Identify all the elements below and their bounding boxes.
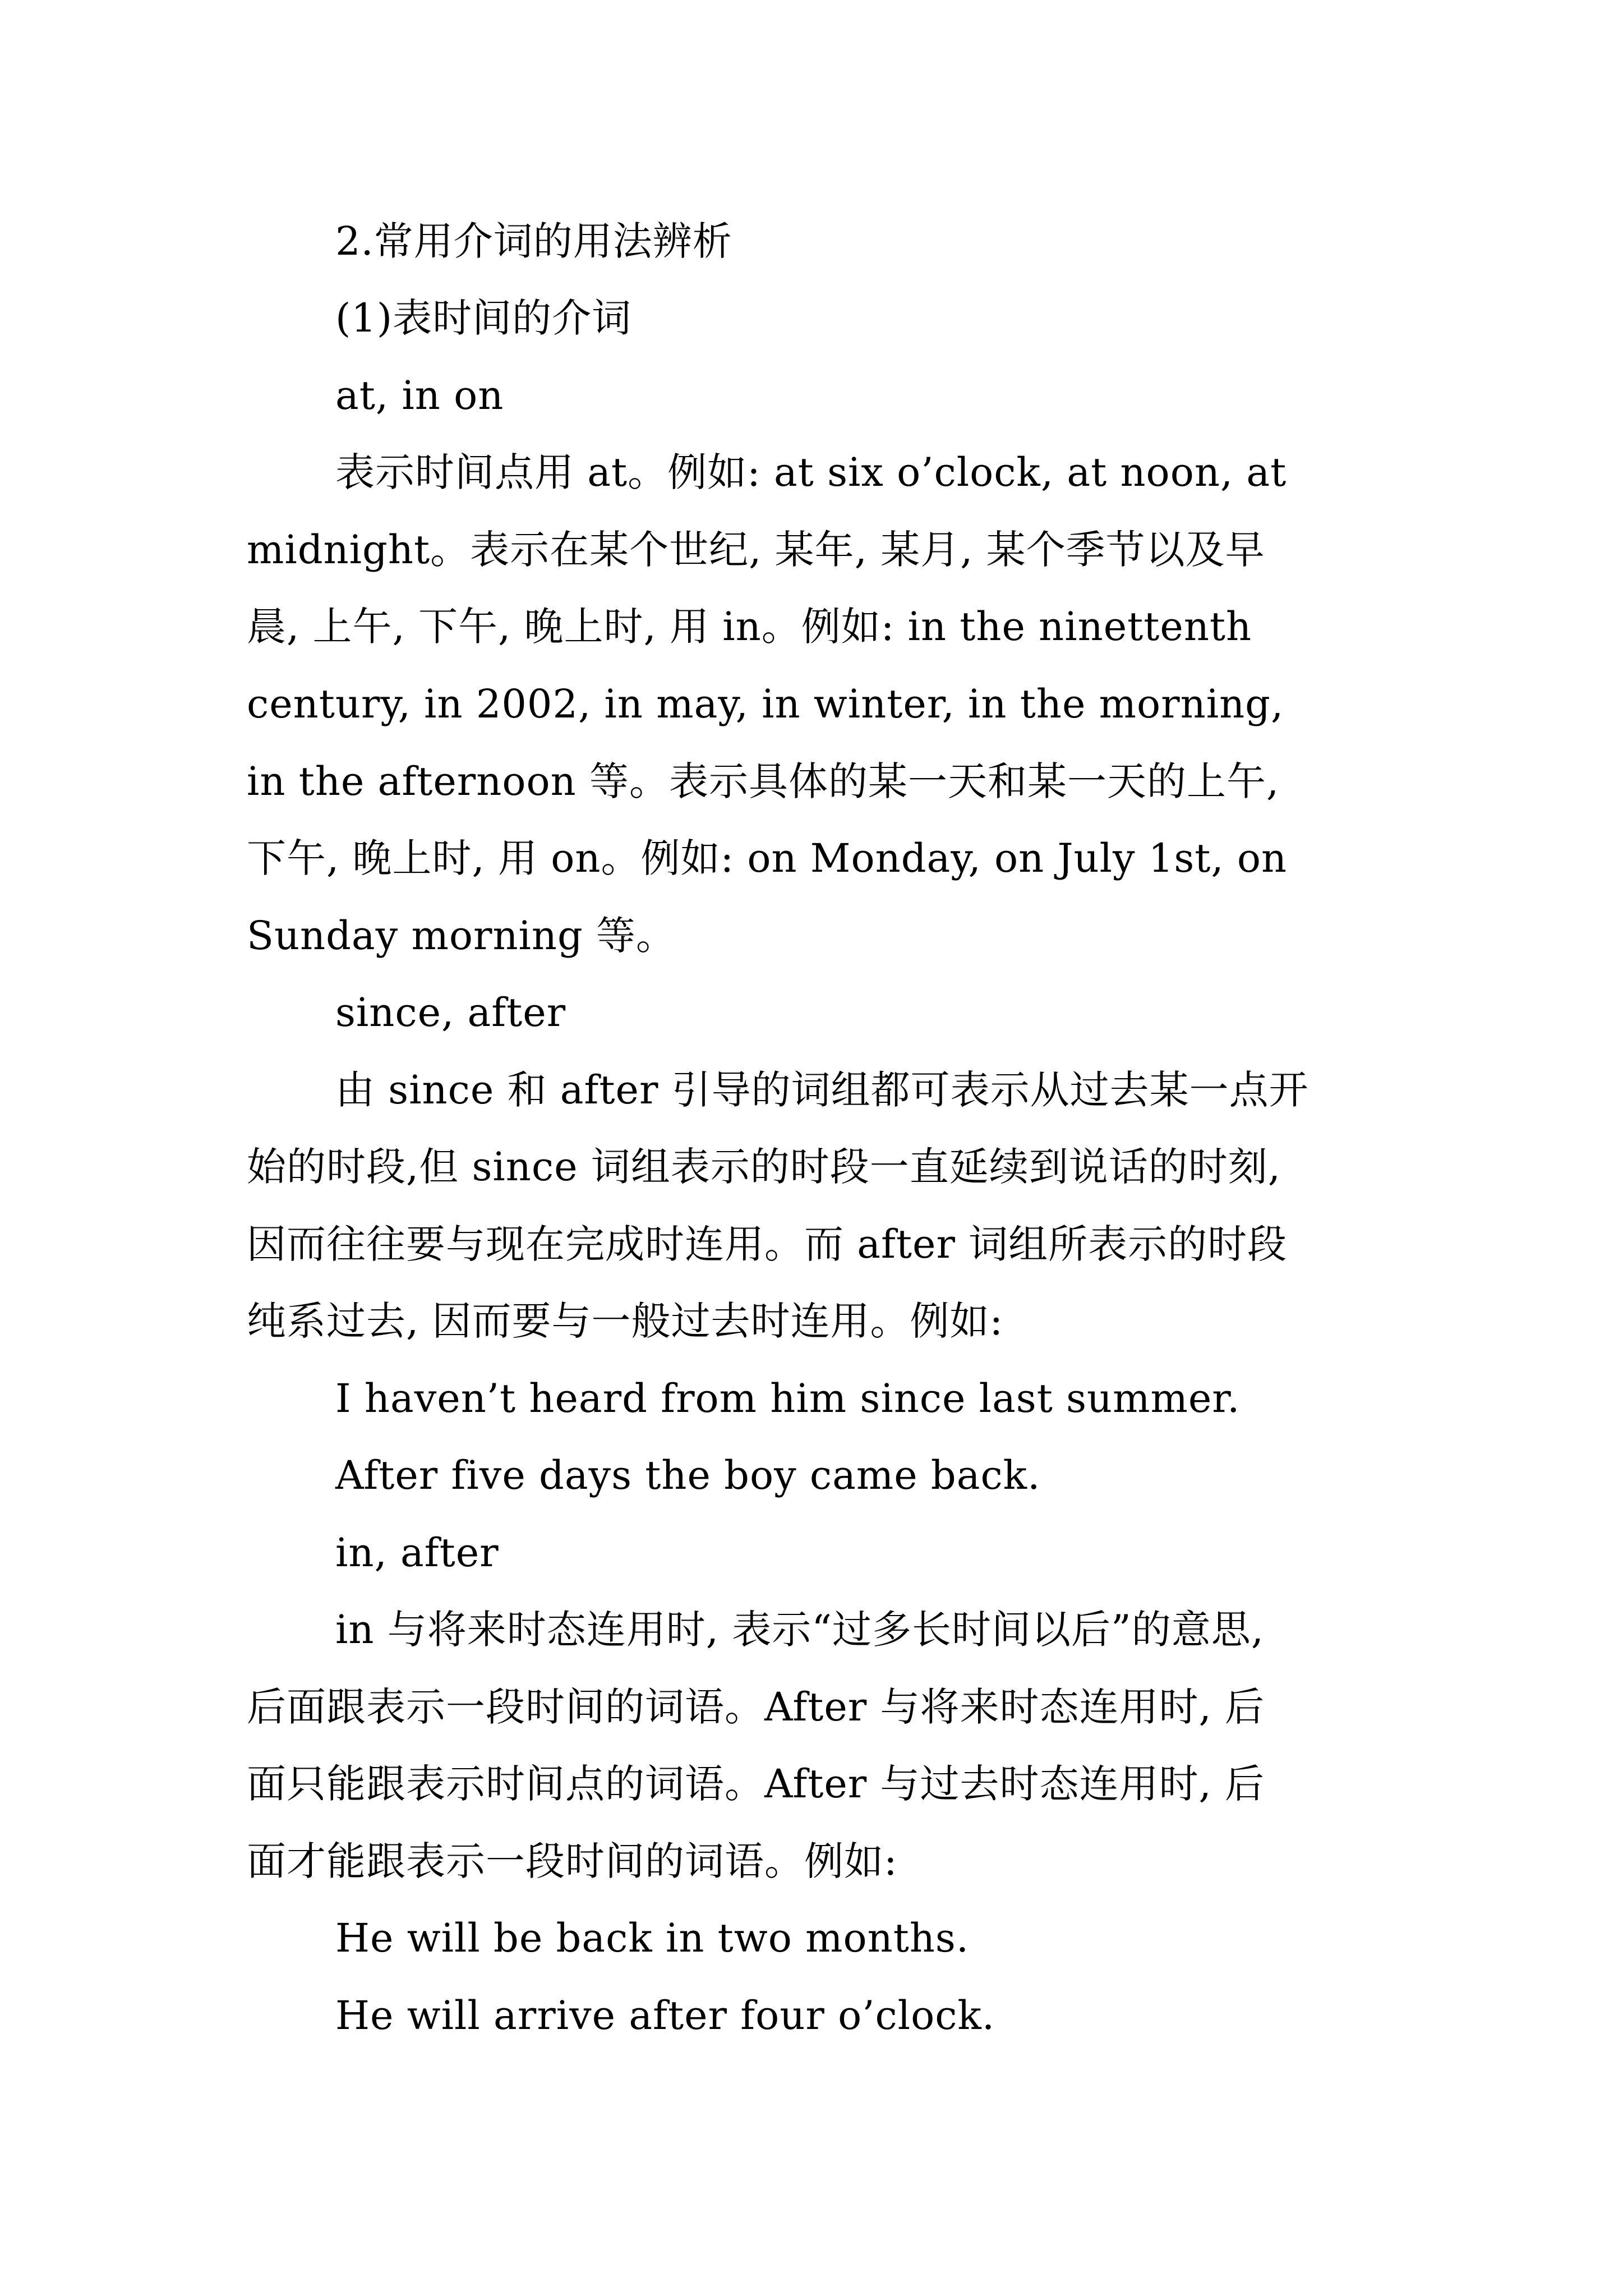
paragraph-line: 面只能跟表示时间点的词语。After 与过去时态连用时, 后 <box>247 1761 1265 1807</box>
paragraph-line: in 与将来时态连用时, 表示“过多长时间以后”的意思, <box>335 1607 1265 1653</box>
paragraph-line: 始的时段,但 since 词组表示的时段一直延续到说话的时刻, <box>247 1144 1281 1190</box>
paragraph-line: Sunday morning 等。 <box>247 913 676 959</box>
example-sentence: He will be back in two months. <box>335 1915 970 1961</box>
example-sentence: I haven’t heard from him since last summer. <box>335 1375 1241 1421</box>
example-sentence: After five days the boy came back. <box>335 1452 1041 1498</box>
paragraph-line: in the afternoon 等。表示具体的某一天和某一天的上午, <box>247 758 1280 804</box>
paragraph-line: 晨, 上午, 下午, 晚上时, 用 in。例如: in the ninettenth <box>247 604 1252 650</box>
paragraph-line: 表示时间点用 at。例如: at six o’clock, at noon, at <box>335 449 1287 495</box>
example-sentence: He will arrive after four o’clock. <box>335 1993 995 2039</box>
section-heading: 2.常用介词的用法辨析 <box>335 218 732 264</box>
topic-title-at-in-on: at, in on <box>335 372 504 418</box>
topic-title-in-after: in, after <box>335 1530 499 1576</box>
paragraph-line: 后面跟表示一段时间的词语。After 与将来时态连用时, 后 <box>247 1684 1265 1730</box>
paragraph-line: 面才能跟表示一段时间的词语。例如: <box>247 1838 898 1884</box>
paragraph-line: 下午, 晚上时, 用 on。例如: on Monday, on July 1st, on <box>247 835 1288 881</box>
paragraph-line: midnight。表示在某个世纪, 某年, 某月, 某个季节以及早 <box>247 527 1265 573</box>
paragraph-line: 纯系过去, 因而要与一般过去时连用。例如: <box>247 1298 1004 1344</box>
topic-title-since-after: since, after <box>335 990 566 1036</box>
paragraph-line: century, in 2002, in may, in winter, in the morning, <box>247 681 1284 727</box>
subsection-heading: (1)表时间的介词 <box>335 295 632 341</box>
paragraph-line: 因而往往要与现在完成时连用。而 after 词组所表示的时段 <box>247 1221 1288 1267</box>
paragraph-line: 由 since 和 after 引导的词组都可表示从过去某一点开 <box>335 1067 1309 1113</box>
